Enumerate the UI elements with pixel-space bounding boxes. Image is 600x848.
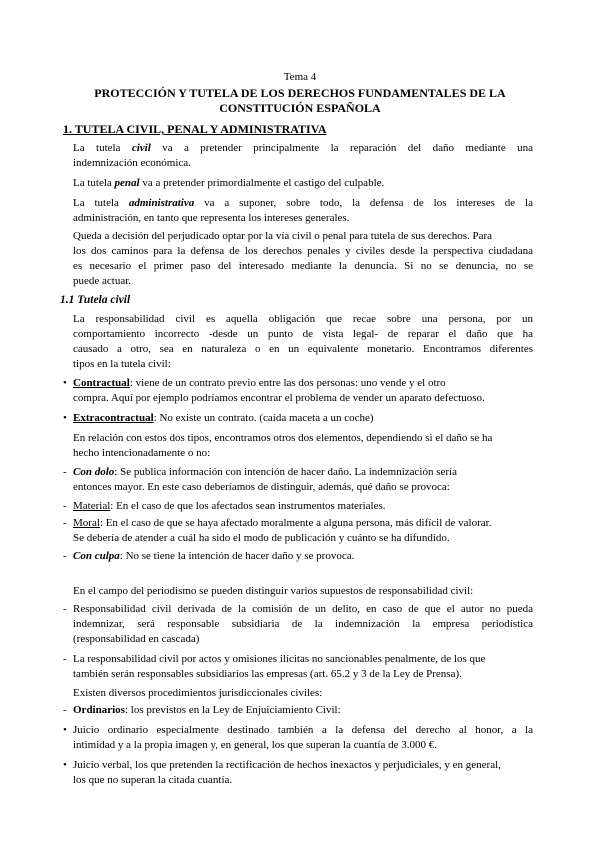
dash-marker: -: [63, 500, 67, 512]
paragraph-decision-line-1: Queda a decisión del perjudicado optar por la vía civil o penal para tutela de sus derechos. Para: [73, 230, 493, 242]
paragraph-responsabilidad-line-1: La responsabilidad civil es aquella obligación que recae sobre una persona, por un: [73, 313, 533, 325]
list-item-responsabilidad-delito: Responsabilidad civil derivada de la comisión de un delito, en caso de que el autor no pueda: [73, 603, 533, 615]
paragraph-relacion-line-2: hecho intencionadamente o no:: [73, 447, 211, 459]
list-item-extracontractual: Extracontractual: No existe un contrato. (caída maceta a un coche): [73, 412, 374, 424]
dash-marker: -: [63, 704, 67, 716]
section-heading-1: 1. TUTELA CIVIL, PENAL Y ADMINISTRATIVA: [63, 122, 327, 136]
paragraph-administrativa: La tutela administrativa va a suponer, sobre todo, la defensa de los intereses de la: [73, 197, 533, 209]
bullet-icon: •: [63, 377, 67, 389]
paragraph-decision-line-4: puede actuar.: [73, 275, 132, 287]
dash-marker: -: [63, 550, 67, 562]
list-item-responsabilidad-actos: La responsabilidad civil por actos y omisiones ilícitas no sancionables penalmente, de los que: [73, 653, 486, 665]
list-item-moral: Moral: En el caso de que se haya afectado moralmente a alguna persona, más difícil de valorar.: [73, 517, 492, 529]
list-item-responsabilidad-delito-cont: indemnizar, será responsable subsidiaria de la indemnización la empresa periodística: [73, 618, 533, 630]
list-item-contractual-cont: compra. Aquí por ejemplo podríamos encontrar el problema de vender un aparato defectuoso.: [73, 392, 485, 404]
list-item-ordinarios: Ordinarios: los previstos en la Ley de Enjuiciamiento Civil:: [73, 704, 341, 716]
list-item-con-dolo-cont: entonces mayor. En este caso deberíamos de distinguir, además, qué daño se provoca:: [73, 481, 450, 493]
paragraph-administrativa-cont: administración, en tanto que representa los intereses generales.: [73, 212, 350, 224]
document-title-line-2: CONSTITUCIÓN ESPAÑOLA: [219, 101, 381, 115]
paragraph-responsabilidad-line-3: causado a otro, sea en naturaleza o en un equivalente monetario. Encontramos diferentes: [73, 343, 533, 355]
dash-marker: -: [63, 517, 67, 529]
paragraph-civil-cont: indemnización económica.: [73, 157, 191, 169]
document-title-line-1: PROTECCIÓN Y TUTELA DE LOS DERECHOS FUNDAMENTALES DE LA: [94, 86, 506, 100]
bullet-icon: •: [63, 759, 67, 771]
paragraph-responsabilidad-line-4: tipos en la tutela civil:: [73, 358, 171, 370]
list-item-juicio-verbal: Juicio verbal, los que pretenden la rectificación de hechos inexactos y perjudiciales, y en general,: [73, 759, 501, 771]
list-item-juicio-ordinario-cont: intimidad y a la propia imagen y, en general, los que superan la cuantía de 3.000 €.: [73, 739, 438, 751]
bullet-icon: •: [63, 412, 67, 424]
paragraph-decision-line-2: los dos caminos para la defensa de los derechos penales y civiles desde la perspectiva ciudadana: [73, 245, 533, 257]
list-item-material: Material: En el caso de que los afectados sean instrumentos materiales.: [73, 500, 386, 512]
topic-number: Tema 4: [283, 71, 317, 83]
list-item-con-culpa: Con culpa: No se tiene la intención de hacer daño y se provoca.: [73, 550, 355, 562]
paragraph-procedimientos: Existen diversos procedimientos jurisdiccionales civiles:: [73, 687, 323, 699]
dash-marker: -: [63, 653, 67, 665]
list-item-con-dolo: Con dolo: Se publica información con intención de hacer daño. La indemnización sería: [73, 466, 457, 478]
list-item-juicio-verbal-cont: los que no superan la citada cuantía.: [73, 774, 233, 786]
bullet-icon: •: [63, 724, 67, 736]
dash-marker: -: [63, 603, 67, 615]
paragraph-civil: La tutela civil va a pretender principalmente la reparación del daño mediante una: [73, 142, 533, 154]
paragraph-relacion-line-1: En relación con estos dos tipos, encontramos otros dos elementos, dependiendo si el daño se ha: [73, 432, 493, 444]
list-item-responsabilidad-delito-cont2: (responsabilidad en cascada): [73, 633, 200, 645]
list-item-contractual: Contractual: viene de un contrato previo entre las dos personas: uno vende y el otro: [73, 377, 446, 389]
dash-marker: -: [63, 466, 67, 478]
paragraph-periodismo: En el campo del periodismo se pueden distinguir varios supuestos de responsabilidad civil:: [73, 585, 474, 597]
list-item-responsabilidad-actos-cont: también serán responsables subsidiarios las empresas (art. 65.2 y 3 de la Ley de Prensa).: [73, 668, 462, 680]
list-item-juicio-ordinario: Juicio ordinario especialmente destinado también a la defensa del derecho al honor, a la: [73, 724, 533, 736]
paragraph-responsabilidad-line-2: comportamiento incorrecto -desde un punto de vista legal- de reparar el daño que ha: [73, 328, 533, 340]
paragraph-penal: La tutela penal va a pretender primordialmente el castigo del culpable.: [73, 177, 385, 189]
paragraph-decision-line-3: es necesario el primer paso del interesado mediante la denuncia. Si no se denuncia, no se: [73, 260, 533, 272]
section-heading-1-1: 1.1 Tutela civil: [60, 294, 131, 306]
list-item-moral-cont: Se debería de atender a cuál ha sido el modo de publicación y cuánto se ha difundido.: [73, 532, 450, 544]
